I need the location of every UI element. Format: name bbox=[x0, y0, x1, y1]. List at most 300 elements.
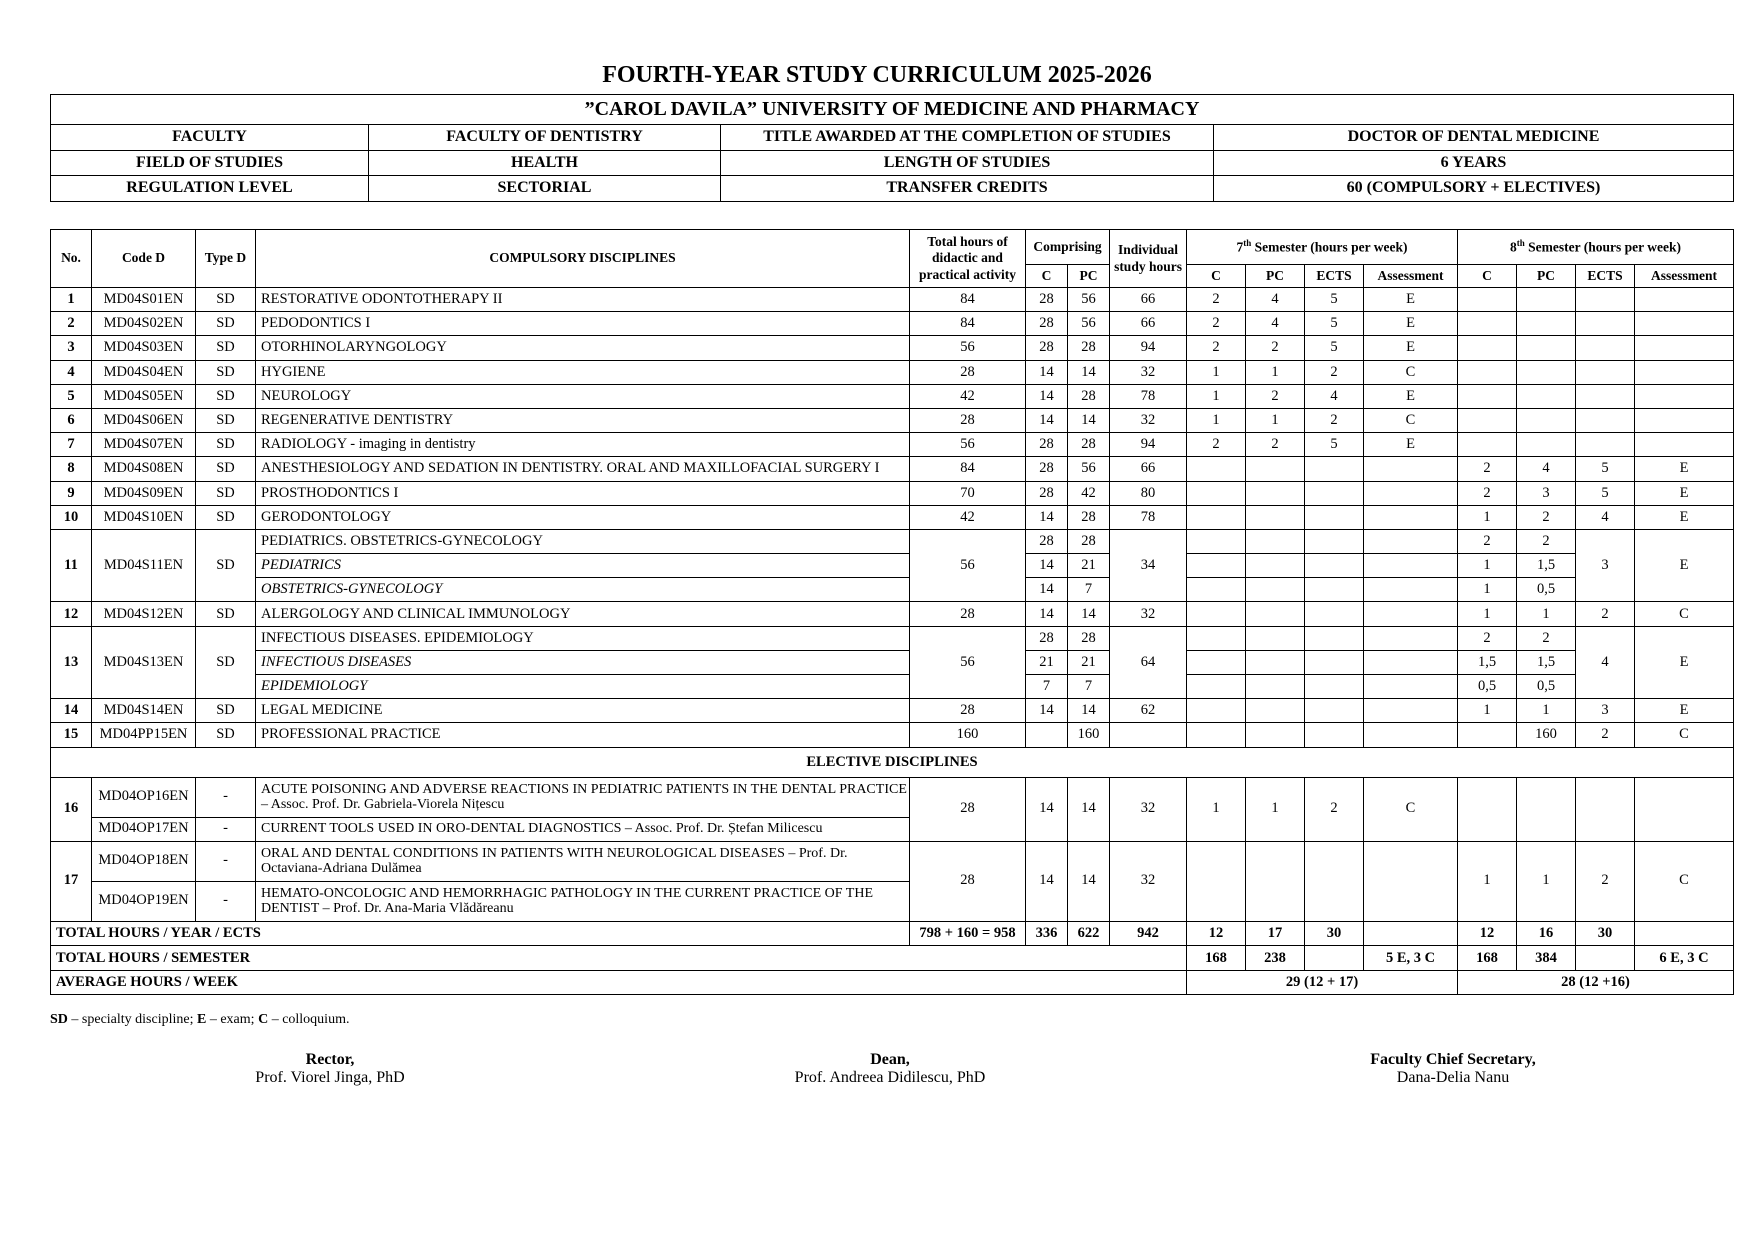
cell: 4 bbox=[51, 360, 92, 384]
cell: 56 bbox=[1068, 457, 1110, 481]
table-row bbox=[51, 723, 1734, 747]
header-c: C bbox=[1026, 265, 1068, 288]
cell: SD bbox=[196, 699, 256, 723]
cell: 28 bbox=[1068, 384, 1110, 408]
cell: 14 bbox=[1026, 408, 1068, 432]
cell: 4 bbox=[1246, 288, 1305, 312]
info-value: 6 YEARS bbox=[1214, 150, 1734, 176]
cell: 1 bbox=[51, 288, 92, 312]
cell bbox=[1635, 384, 1734, 408]
cell: PEDIATRICS bbox=[256, 554, 910, 578]
cell: 28 bbox=[1068, 626, 1110, 650]
table-row bbox=[51, 554, 1734, 578]
cell: 28 bbox=[1026, 312, 1068, 336]
cell: 0,5 bbox=[1458, 675, 1517, 699]
table-row bbox=[51, 288, 1734, 312]
cell: ORAL AND DENTAL CONDITIONS IN PATIENTS WITH NEUROLOGICAL DISEASES – Prof. Dr. Octaviana-Adriana Dulămea bbox=[256, 841, 910, 881]
cell: 2 bbox=[1458, 481, 1517, 505]
cell bbox=[1635, 921, 1734, 946]
cell: 14 bbox=[1026, 505, 1068, 529]
cell: 6 bbox=[51, 408, 92, 432]
cell: 168 bbox=[1458, 946, 1517, 971]
cell: 2 bbox=[1458, 529, 1517, 553]
info-value: FACULTY OF DENTISTRY bbox=[369, 125, 721, 151]
cell: E bbox=[1635, 505, 1734, 529]
cell: 1,5 bbox=[1458, 650, 1517, 674]
cell: 32 bbox=[1110, 360, 1187, 384]
cell bbox=[1364, 841, 1458, 921]
cell bbox=[1187, 505, 1246, 529]
cell bbox=[1635, 288, 1734, 312]
cell: 84 bbox=[910, 288, 1026, 312]
cell: 17 bbox=[51, 841, 92, 921]
info-label: LENGTH OF STUDIES bbox=[721, 150, 1214, 176]
cell: PEDODONTICS I bbox=[256, 312, 910, 336]
header-s7-c: C bbox=[1187, 265, 1246, 288]
cell: 7 bbox=[51, 433, 92, 457]
cell: 94 bbox=[1110, 336, 1187, 360]
cell bbox=[1246, 699, 1305, 723]
total-year-row bbox=[51, 921, 1734, 946]
cell: 942 bbox=[1110, 921, 1187, 946]
cell: 14 bbox=[1026, 699, 1068, 723]
cell: 4 bbox=[1246, 312, 1305, 336]
cell: 28 bbox=[1026, 457, 1068, 481]
cell: 2 bbox=[1305, 360, 1364, 384]
cell: E bbox=[1635, 529, 1734, 602]
cell: 42 bbox=[1068, 481, 1110, 505]
cell bbox=[1110, 723, 1187, 747]
table-row bbox=[51, 336, 1734, 360]
cell: OTORHINOLARYNGOLOGY bbox=[256, 336, 910, 360]
cell: 14 bbox=[51, 699, 92, 723]
cell: 2 bbox=[51, 312, 92, 336]
cell: 7 bbox=[1026, 675, 1068, 699]
cell: 14 bbox=[1026, 841, 1068, 921]
cell bbox=[1246, 841, 1305, 921]
cell: 28 bbox=[1026, 288, 1068, 312]
cell: C bbox=[1635, 841, 1734, 921]
cell: OBSTETRICS-GYNECOLOGY bbox=[256, 578, 910, 602]
cell: SD bbox=[196, 457, 256, 481]
cell: E bbox=[1635, 626, 1734, 699]
cell: MD04PP15EN bbox=[92, 723, 196, 747]
cell bbox=[1246, 650, 1305, 674]
cell: MD04S06EN bbox=[92, 408, 196, 432]
info-value: DOCTOR OF DENTAL MEDICINE bbox=[1214, 125, 1734, 151]
cell: SD bbox=[196, 408, 256, 432]
cell: 1 bbox=[1517, 841, 1576, 921]
cell: 14 bbox=[1026, 777, 1068, 841]
cell bbox=[1246, 505, 1305, 529]
cell: 84 bbox=[910, 312, 1026, 336]
cell: 5 bbox=[51, 384, 92, 408]
cell: 13 bbox=[51, 626, 92, 699]
cell bbox=[1187, 841, 1246, 921]
cell: 1 bbox=[1517, 699, 1576, 723]
cell: 21 bbox=[1068, 650, 1110, 674]
info-label: REGULATION LEVEL bbox=[51, 176, 369, 202]
cell: 42 bbox=[910, 384, 1026, 408]
cell bbox=[1246, 529, 1305, 553]
cell bbox=[1364, 481, 1458, 505]
cell: MD04OP17EN bbox=[92, 817, 196, 841]
cell: 7 bbox=[1068, 578, 1110, 602]
cell: 28 bbox=[910, 841, 1026, 921]
cell: MD04OP16EN bbox=[92, 777, 196, 817]
curriculum-table bbox=[50, 229, 1734, 995]
cell: 66 bbox=[1110, 288, 1187, 312]
cell: 66 bbox=[1110, 457, 1187, 481]
header-total-hours: Total hours of didactic and practical activity bbox=[910, 230, 1026, 288]
table-row bbox=[51, 602, 1734, 626]
header-semester-7: 7th Semester (hours per week) bbox=[1187, 230, 1458, 265]
cell: 1 bbox=[1458, 699, 1517, 723]
average-week-row bbox=[51, 970, 1734, 995]
cell bbox=[1458, 433, 1517, 457]
cell bbox=[1305, 650, 1364, 674]
cell: RADIOLOGY - imaging in dentistry bbox=[256, 433, 910, 457]
cell: 5 bbox=[1305, 336, 1364, 360]
cell bbox=[1246, 723, 1305, 747]
cell: 2 bbox=[1576, 602, 1635, 626]
cell bbox=[1576, 336, 1635, 360]
table-row bbox=[51, 777, 1734, 817]
cell: 32 bbox=[1110, 841, 1187, 921]
cell: 28 bbox=[910, 360, 1026, 384]
cell: 1,5 bbox=[1517, 554, 1576, 578]
cell: 28 bbox=[1068, 433, 1110, 457]
cell: 2 bbox=[1246, 384, 1305, 408]
cell: 3 bbox=[1517, 481, 1576, 505]
cell: 622 bbox=[1068, 921, 1110, 946]
cell bbox=[1246, 457, 1305, 481]
cell bbox=[1458, 384, 1517, 408]
cell: 28 bbox=[1068, 336, 1110, 360]
cell: 28 (12 +16) bbox=[1458, 970, 1734, 995]
cell bbox=[1187, 626, 1246, 650]
cell: 17 bbox=[1246, 921, 1305, 946]
cell: 1 bbox=[1187, 384, 1246, 408]
cell: 4 bbox=[1517, 457, 1576, 481]
cell: 78 bbox=[1110, 384, 1187, 408]
cell bbox=[1576, 433, 1635, 457]
cell: 2 bbox=[1458, 626, 1517, 650]
cell: - bbox=[196, 881, 256, 921]
header-s7-ects: ECTS bbox=[1305, 265, 1364, 288]
header-no: No. bbox=[51, 230, 92, 288]
cell: 34 bbox=[1110, 529, 1187, 602]
cell bbox=[1305, 529, 1364, 553]
cell: MD04OP18EN bbox=[92, 841, 196, 881]
cell: 12 bbox=[1458, 921, 1517, 946]
cell: PEDIATRICS. OBSTETRICS-GYNECOLOGY bbox=[256, 529, 910, 553]
cell: NEUROLOGY bbox=[256, 384, 910, 408]
cell: 62 bbox=[1110, 699, 1187, 723]
header-comprising: Comprising bbox=[1026, 230, 1110, 265]
cell: ANESTHESIOLOGY AND SEDATION IN DENTISTRY. ORAL AND MAXILLOFACIAL SURGERY I bbox=[256, 457, 910, 481]
cell: 384 bbox=[1517, 946, 1576, 971]
cell: E bbox=[1364, 433, 1458, 457]
cell: 3 bbox=[1576, 699, 1635, 723]
cell bbox=[1364, 602, 1458, 626]
table-row bbox=[51, 675, 1734, 699]
cell bbox=[1576, 946, 1635, 971]
table-row bbox=[51, 505, 1734, 529]
cell: 2 bbox=[1246, 336, 1305, 360]
cell: 168 bbox=[1187, 946, 1246, 971]
cell: 32 bbox=[1110, 602, 1187, 626]
cell: 2 bbox=[1187, 433, 1246, 457]
cell: EPIDEMIOLOGY bbox=[256, 675, 910, 699]
cell: 28 bbox=[1026, 529, 1068, 553]
table-row bbox=[51, 529, 1734, 553]
average-week-label: AVERAGE HOURS / WEEK bbox=[51, 970, 1187, 995]
cell: 1 bbox=[1246, 360, 1305, 384]
cell: 64 bbox=[1110, 626, 1187, 699]
cell: 14 bbox=[1068, 602, 1110, 626]
cell: 2 bbox=[1517, 626, 1576, 650]
cell: INFECTIOUS DISEASES bbox=[256, 650, 910, 674]
cell: 12 bbox=[51, 602, 92, 626]
university-name: ”CAROL DAVILA” UNIVERSITY OF MEDICINE AND PHARMACY bbox=[51, 95, 1734, 125]
cell bbox=[1458, 777, 1517, 841]
cell bbox=[1187, 481, 1246, 505]
cell: PROFESSIONAL PRACTICE bbox=[256, 723, 910, 747]
total-semester-label: TOTAL HOURS / SEMESTER bbox=[51, 946, 1187, 971]
cell: MD04S14EN bbox=[92, 699, 196, 723]
cell: 3 bbox=[51, 336, 92, 360]
cell: HEMATO-ONCOLOGIC AND HEMORRHAGIC PATHOLOGY IN THE CURRENT PRACTICE OF THE DENTIST – Prof. Dr. Ana-Maria Vlădăreanu bbox=[256, 881, 910, 921]
cell bbox=[1576, 312, 1635, 336]
header-code: Code D bbox=[92, 230, 196, 288]
cell: MD04S04EN bbox=[92, 360, 196, 384]
cell: 1 bbox=[1458, 578, 1517, 602]
cell: SD bbox=[196, 481, 256, 505]
cell bbox=[1364, 921, 1458, 946]
cell: C bbox=[1364, 360, 1458, 384]
info-value: 60 (COMPULSORY + ELECTIVES) bbox=[1214, 176, 1734, 202]
cell bbox=[1364, 699, 1458, 723]
cell: 70 bbox=[910, 481, 1026, 505]
cell bbox=[1576, 360, 1635, 384]
table-row bbox=[51, 457, 1734, 481]
cell bbox=[1305, 554, 1364, 578]
cell: 21 bbox=[1026, 650, 1068, 674]
cell bbox=[1458, 288, 1517, 312]
cell: SD bbox=[196, 529, 256, 602]
cell: 94 bbox=[1110, 433, 1187, 457]
header-pc: PC bbox=[1068, 265, 1110, 288]
cell: 11 bbox=[51, 529, 92, 602]
cell bbox=[1246, 626, 1305, 650]
cell: SD bbox=[196, 602, 256, 626]
cell bbox=[1364, 529, 1458, 553]
cell bbox=[1576, 777, 1635, 841]
cell: 1 bbox=[1246, 408, 1305, 432]
cell: 14 bbox=[1026, 554, 1068, 578]
table-row bbox=[51, 384, 1734, 408]
table-row bbox=[51, 650, 1734, 674]
cell: 1 bbox=[1458, 841, 1517, 921]
cell bbox=[1364, 675, 1458, 699]
cell bbox=[1305, 723, 1364, 747]
cell: 9 bbox=[51, 481, 92, 505]
header-s7-assessment: Assessment bbox=[1364, 265, 1458, 288]
cell: 30 bbox=[1576, 921, 1635, 946]
signature-secretary: Faculty Chief Secretary, Dana-Delia Nanu bbox=[1370, 1051, 1536, 1086]
cell bbox=[1246, 578, 1305, 602]
table-row bbox=[51, 578, 1734, 602]
cell bbox=[1458, 723, 1517, 747]
cell: 28 bbox=[1068, 505, 1110, 529]
cell bbox=[1305, 841, 1364, 921]
cell: 5 bbox=[1305, 288, 1364, 312]
cell bbox=[1187, 578, 1246, 602]
cell: 2 bbox=[1517, 529, 1576, 553]
cell: MD04OP19EN bbox=[92, 881, 196, 921]
cell bbox=[1458, 408, 1517, 432]
cell bbox=[1305, 675, 1364, 699]
cell: - bbox=[196, 777, 256, 817]
cell: MD04S03EN bbox=[92, 336, 196, 360]
table-row bbox=[51, 699, 1734, 723]
cell: 14 bbox=[1068, 408, 1110, 432]
cell bbox=[1458, 360, 1517, 384]
cell: E bbox=[1635, 481, 1734, 505]
cell: 32 bbox=[1110, 408, 1187, 432]
cell: 14 bbox=[1068, 841, 1110, 921]
cell: 12 bbox=[1187, 921, 1246, 946]
cell: MD04S13EN bbox=[92, 626, 196, 699]
cell bbox=[1576, 408, 1635, 432]
cell bbox=[1517, 384, 1576, 408]
cell bbox=[1246, 602, 1305, 626]
cell bbox=[1517, 288, 1576, 312]
cell: CURRENT TOOLS USED IN ORO-DENTAL DIAGNOSTICS – Assoc. Prof. Dr. Ștefan Milicescu bbox=[256, 817, 910, 841]
cell: SD bbox=[196, 312, 256, 336]
cell: 14 bbox=[1026, 602, 1068, 626]
table-row bbox=[51, 312, 1734, 336]
cell: 4 bbox=[1576, 626, 1635, 699]
cell: MD04S09EN bbox=[92, 481, 196, 505]
cell bbox=[1517, 433, 1576, 457]
cell: 1 bbox=[1458, 554, 1517, 578]
cell: 14 bbox=[1068, 699, 1110, 723]
header-s8-assessment: Assessment bbox=[1635, 265, 1734, 288]
cell: 80 bbox=[1110, 481, 1187, 505]
cell: 160 bbox=[1068, 723, 1110, 747]
cell bbox=[1187, 554, 1246, 578]
cell bbox=[1187, 529, 1246, 553]
cell: 28 bbox=[910, 699, 1026, 723]
cell: SD bbox=[196, 505, 256, 529]
cell: 2 bbox=[1576, 723, 1635, 747]
cell bbox=[1364, 578, 1458, 602]
info-value: SECTORIAL bbox=[369, 176, 721, 202]
cell bbox=[1187, 602, 1246, 626]
cell: 4 bbox=[1305, 384, 1364, 408]
cell bbox=[1635, 360, 1734, 384]
cell: 28 bbox=[910, 777, 1026, 841]
cell bbox=[1305, 946, 1364, 971]
cell: 28 bbox=[1026, 481, 1068, 505]
cell: 14 bbox=[1068, 777, 1110, 841]
cell: 14 bbox=[1026, 360, 1068, 384]
cell: 2 bbox=[1187, 336, 1246, 360]
cell: 1 bbox=[1517, 602, 1576, 626]
elective-section-header: ELECTIVE DISCIPLINES bbox=[51, 747, 1734, 777]
cell: 238 bbox=[1246, 946, 1305, 971]
cell: 1 bbox=[1458, 505, 1517, 529]
cell bbox=[1187, 699, 1246, 723]
cell: 2 bbox=[1576, 841, 1635, 921]
table-row bbox=[51, 433, 1734, 457]
cell bbox=[1635, 408, 1734, 432]
cell bbox=[1305, 602, 1364, 626]
cell: 56 bbox=[910, 529, 1026, 602]
cell: 4 bbox=[1576, 505, 1635, 529]
cell: 42 bbox=[910, 505, 1026, 529]
info-label: TRANSFER CREDITS bbox=[721, 176, 1214, 202]
cell: 56 bbox=[910, 336, 1026, 360]
cell bbox=[1246, 481, 1305, 505]
cell: PROSTHODONTICS I bbox=[256, 481, 910, 505]
cell: HYGIENE bbox=[256, 360, 910, 384]
cell: 14 bbox=[1026, 578, 1068, 602]
cell: 5 bbox=[1305, 433, 1364, 457]
cell: SD bbox=[196, 384, 256, 408]
cell bbox=[1517, 360, 1576, 384]
cell bbox=[1305, 457, 1364, 481]
cell: 1 bbox=[1187, 360, 1246, 384]
cell bbox=[1364, 554, 1458, 578]
cell: 160 bbox=[1517, 723, 1576, 747]
cell bbox=[1635, 336, 1734, 360]
cell: E bbox=[1635, 457, 1734, 481]
cell bbox=[1458, 312, 1517, 336]
header-s8-ects: ECTS bbox=[1576, 265, 1635, 288]
cell: - bbox=[196, 817, 256, 841]
cell: 1,5 bbox=[1517, 650, 1576, 674]
cell: 84 bbox=[910, 457, 1026, 481]
cell: SD bbox=[196, 336, 256, 360]
cell: 0,5 bbox=[1517, 675, 1576, 699]
cell bbox=[1364, 650, 1458, 674]
cell: 16 bbox=[1517, 921, 1576, 946]
cell bbox=[1364, 505, 1458, 529]
cell: E bbox=[1364, 384, 1458, 408]
cell bbox=[1246, 675, 1305, 699]
cell: 56 bbox=[1068, 288, 1110, 312]
cell bbox=[1305, 578, 1364, 602]
cell: 6 E, 3 C bbox=[1635, 946, 1734, 971]
cell: INFECTIOUS DISEASES. EPIDEMIOLOGY bbox=[256, 626, 910, 650]
cell: SD bbox=[196, 360, 256, 384]
cell bbox=[1517, 408, 1576, 432]
legend: SD – specialty discipline; E – exam; C – colloquium. bbox=[50, 1012, 350, 1027]
cell: 1 bbox=[1187, 777, 1246, 841]
cell: 56 bbox=[910, 433, 1026, 457]
cell: 16 bbox=[51, 777, 92, 841]
info-label: TITLE AWARDED AT THE COMPLETION OF STUDIES bbox=[721, 125, 1214, 151]
cell bbox=[1458, 336, 1517, 360]
cell: MD04S12EN bbox=[92, 602, 196, 626]
cell: 5 bbox=[1305, 312, 1364, 336]
cell: 15 bbox=[51, 723, 92, 747]
cell bbox=[1517, 336, 1576, 360]
cell: 5 bbox=[1576, 457, 1635, 481]
